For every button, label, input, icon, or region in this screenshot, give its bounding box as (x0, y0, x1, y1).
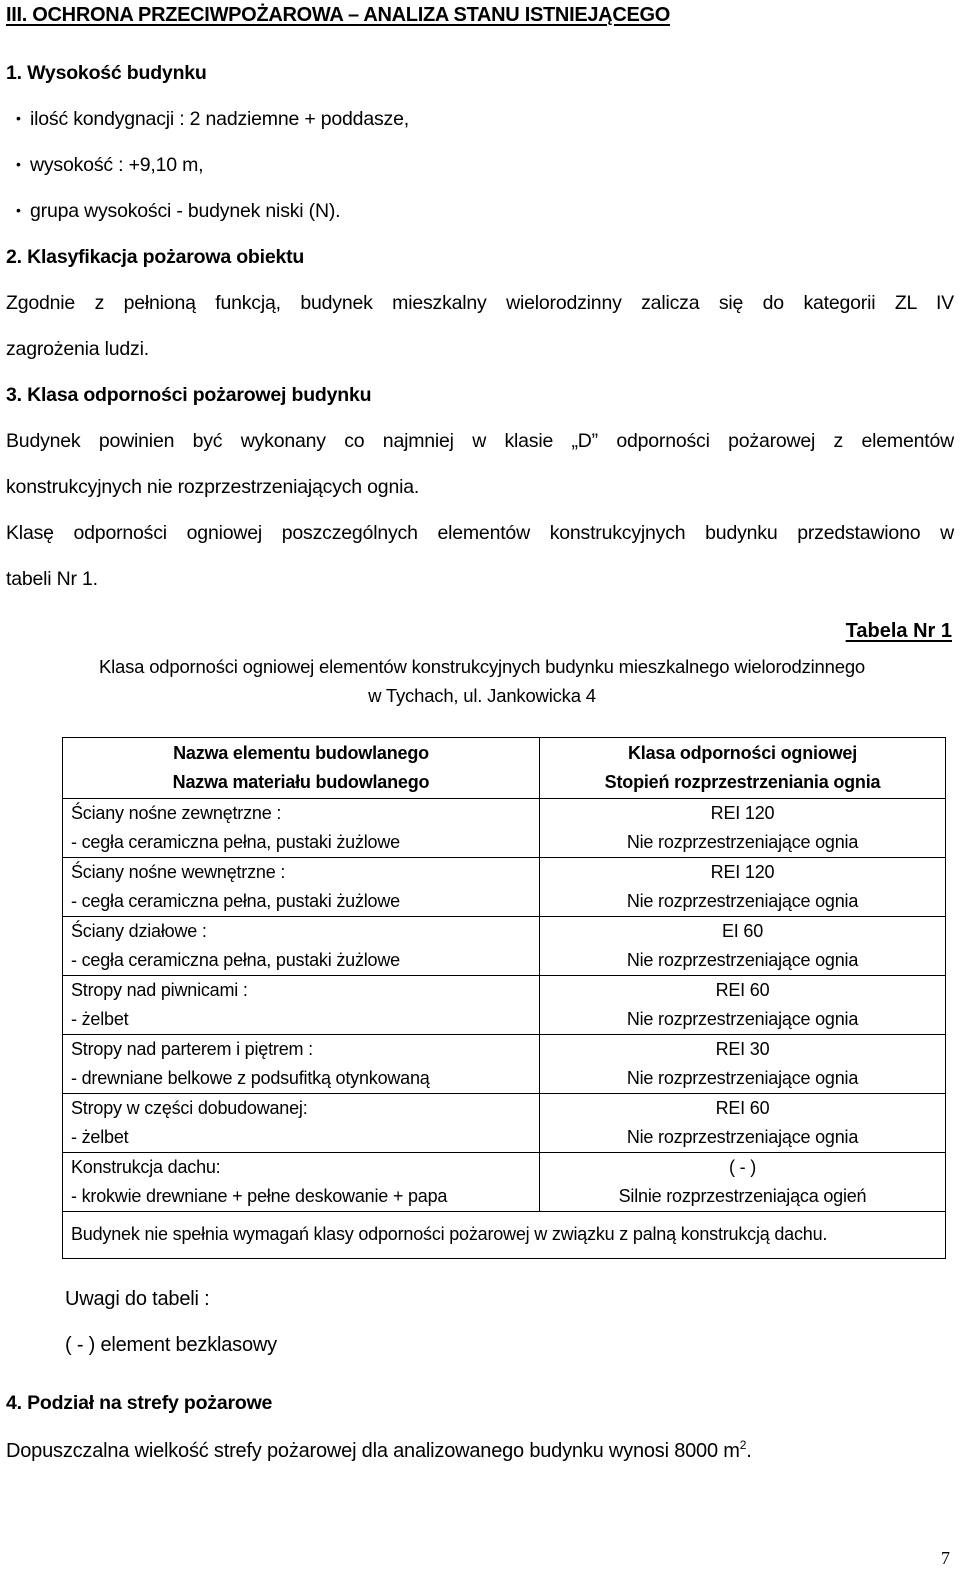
table-cell-class: REI 60 Nie rozprzestrzeniające ognia (540, 976, 946, 1035)
table-row (63, 917, 946, 976)
fire-resistance-table (62, 737, 946, 1259)
table-cell-class: REI 120 Nie rozprzestrzeniające ognia (540, 799, 946, 858)
table-row (63, 976, 946, 1035)
table-cell-class: REI 60 Nie rozprzestrzeniające ognia (540, 1094, 946, 1153)
bullet-item: • ilość kondygnacji : 2 nadziemne + poddasze, (16, 108, 409, 130)
bullet-item: • grupa wysokości - budynek niski (N). (16, 200, 341, 222)
table-cell-element: Ściany działowe : - cegła ceramiczna pełna, pustaki żużlowe (63, 917, 540, 976)
section-2-heading: 2. Klasyfikacja pożarowa obiektu (6, 246, 305, 268)
bullet-item: • wysokość : +9,10 m, (16, 154, 204, 176)
main-heading: III. OCHRONA PRZECIWPOŻAROWA – ANALIZA STANU ISTNIEJĄCEGO (6, 4, 671, 26)
table-caption-line: w Tychach, ul. Jankowicka 4 (368, 685, 596, 706)
section-3-paragraph-line: konstrukcyjnych nie rozprzestrzeniających ognia. (6, 476, 420, 498)
section-3-heading: 3. Klasa odporności pożarowej budynku (6, 384, 372, 406)
table-row (63, 799, 946, 858)
table-cell-element: Stropy nad piwnicami : - żelbet (63, 976, 540, 1035)
table-cell-element: Ściany nośne zewnętrzne : - cegła ceramiczna pełna, pustaki żużlowe (63, 799, 540, 858)
table-note-row (63, 1212, 946, 1259)
section-4-paragraph: Dopuszczalna wielkość strefy pożarowej dla analizowanego budynku wynosi 8000 $m^2$. (6, 1438, 752, 1462)
table-label: Tabela Nr 1 (845, 620, 952, 642)
table-row (63, 1094, 946, 1153)
page-number: 7 (941, 1548, 950, 1568)
table-row (63, 858, 946, 917)
section-3-paragraph-line: Klasę odporności ogniowej poszczególnych elementów konstrukcyjnych budynku przedstawiono w (6, 522, 954, 544)
bullet-dot-icon: • (16, 202, 21, 218)
table-header-row (63, 738, 946, 799)
table-cell-class: EI 60 Nie rozprzestrzeniające ognia (540, 917, 946, 976)
section-2-paragraph-line: Zgodnie z pełnioną funkcją, budynek mieszkalny wielorodzinny zalicza się do kategorii ZL IV (6, 292, 954, 314)
table-header-class: Klasa odporności ogniowej Stopień rozprzestrzeniania ognia (540, 738, 946, 799)
table-cell-class: REI 30 Nie rozprzestrzeniające ognia (540, 1035, 946, 1094)
section-1-heading: 1. Wysokość budynku (6, 62, 207, 84)
table-note: Budynek nie spełnia wymagań klasy odporności pożarowej w związku z palną konstrukcją dachu. (63, 1212, 946, 1259)
table-cell-class: ( - ) Silnie rozprzestrzeniająca ogień (540, 1153, 946, 1212)
section-4-heading: 4. Podział na strefy pożarowe (6, 1392, 273, 1414)
section-2-paragraph-line: zagrożenia ludzi. (6, 338, 149, 360)
table-row (63, 1153, 946, 1212)
table-caption-line: Klasa odporności ogniowej elementów konstrukcyjnych budynku mieszkalnego wielorodzinnego (98, 656, 865, 677)
table-cell-element: Ściany nośne wewnętrzne : - cegła ceramiczna pełna, pustaki żużlowe (63, 858, 540, 917)
table-cell-element: Konstrukcja dachu: - krokwie drewniane + pełne deskowanie + papa (63, 1153, 540, 1212)
table-cell-element: Stropy nad parterem i piętrem : - drewniane belkowe z podsufitką otynkowaną (63, 1035, 540, 1094)
section-3-paragraph-line: Budynek powinien być wykonany co najmniej w klasie „D” odporności pożarowej z elementów (6, 430, 954, 452)
table-row (63, 1035, 946, 1094)
table-header-element: Nazwa elementu budowlanego Nazwa materiału budowlanego (63, 738, 540, 799)
table-cell-class: REI 120 Nie rozprzestrzeniające ognia (540, 858, 946, 917)
section-3-paragraph-line: tabeli Nr 1. (6, 568, 98, 590)
bullet-dot-icon: • (16, 110, 21, 126)
bullet-dot-icon: • (16, 156, 21, 172)
remarks-item: ( - ) element bezklasowy (65, 1334, 277, 1356)
remarks-title: Uwagi do tabeli : (65, 1288, 210, 1310)
table-cell-element: Stropy w części dobudowanej: - żelbet (63, 1094, 540, 1153)
